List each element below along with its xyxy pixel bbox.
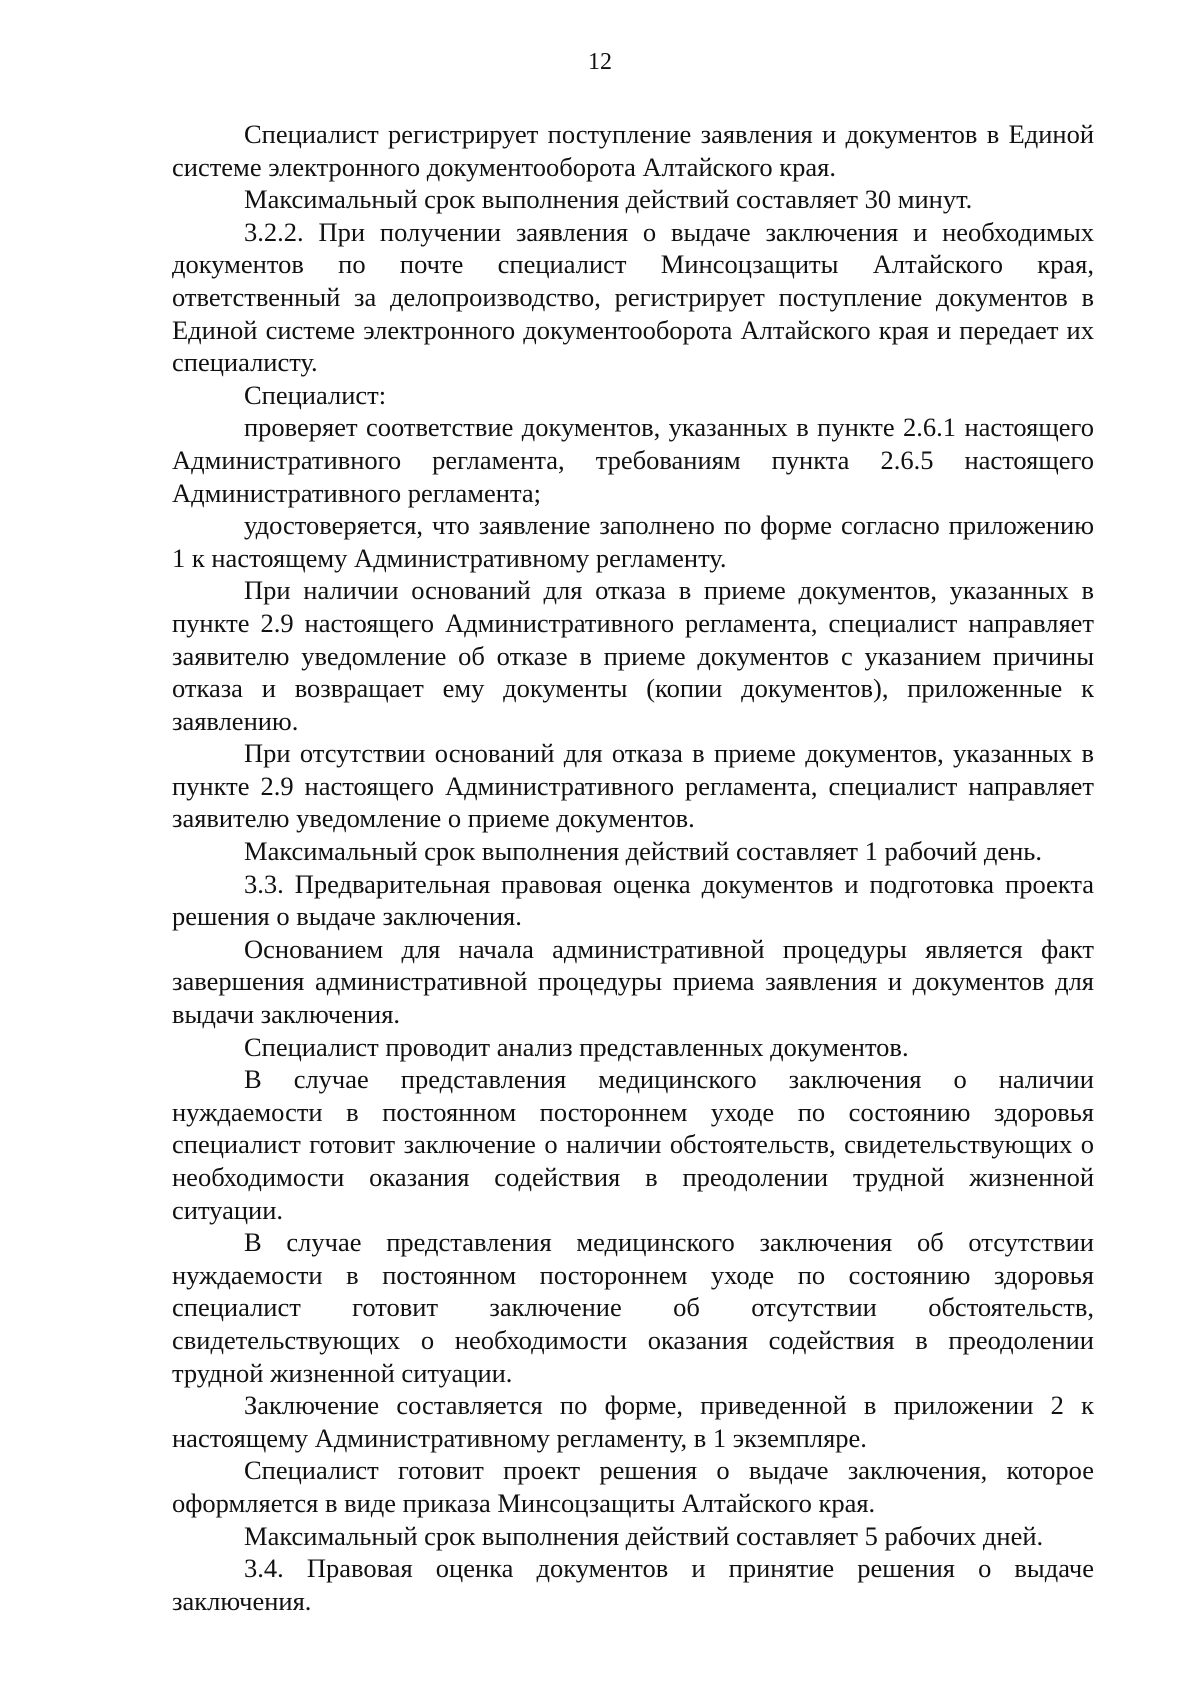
paragraph: 3.3. Предварительная правовая оценка документов и подготовка проекта решения о выдаче заключения. xyxy=(172,868,1094,932)
paragraph: Максимальный срок выполнения действий составляет 30 минут. xyxy=(244,184,973,215)
paragraph: Специалист регистрирует поступление заявления и документов в Единой системе электронного документооборота Алтайского края. xyxy=(172,119,1094,182)
document-body xyxy=(172,118,1094,1617)
paragraph: Специалист проводит анализ представленных документов. xyxy=(244,1031,909,1062)
page-number: 12 xyxy=(588,49,612,75)
paragraph: Специалист готовит проект решения о выдаче заключения, которое оформляется в виде приказа Минсоцзащиты Алтайского края. xyxy=(172,1455,1094,1518)
paragraph: Заключение составляется по форме, приведенной в приложении 2 к настоящему Административному регламенту, в 1 экземпляре. xyxy=(172,1390,1094,1453)
paragraph: Максимальный срок выполнения действий составляет 5 рабочих дней. xyxy=(244,1520,1044,1551)
paragraph: 3.2.2. При получении заявления о выдаче заключения и необходимых документов по почте специалист Минсоцзащиты Алтайского края, ответственный за делопроизводство, регистрирует поступление документов в Единой системе электронного документооборота Алтайского края и передает их специалисту. xyxy=(172,216,1094,378)
paragraph: проверяет соответствие документов, указанных в пункте 2.6.1 настоящего Административного регламента, требованиям пункта 2.6.5 настоящего Административного регламента; xyxy=(172,412,1094,508)
paragraph: В случае представления медицинского заключения о наличии нуждаемости в постоянном постороннем уходе по состоянию здоровья специалист готовит заключение о наличии обстоятельств, свидетельствующих о необходимости оказания содействия в преодолении трудной жизненной ситуации. xyxy=(172,1064,1094,1225)
paragraph: При наличии оснований для отказа в приеме документов, указанных в пункте 2.9 настоящего Административного регламента, специалист направляет заявителю уведомление об отказе в приеме документов с указанием причины отказа и возвращает ему документы (копии документов), приложенные к заявлению. xyxy=(172,575,1094,736)
paragraph: удостоверяется, что заявление заполнено по форме согласно приложению 1 к настоящему Административному регламенту. xyxy=(172,510,1094,573)
paragraph: Максимальный срок выполнения действий составляет 1 рабочий день. xyxy=(244,836,1042,867)
paragraph: При отсутствии оснований для отказа в приеме документов, указанных в пункте 2.9 настоящего Административного регламента, специалист направляет заявителю уведомление о приеме документов. xyxy=(172,738,1094,834)
paragraph: Основанием для начала административной процедуры является факт завершения административной процедуры приема заявления и документов для выдачи заключения. xyxy=(172,933,1094,1030)
paragraph: 3.4. Правовая оценка документов и принятие решения о выдаче заключения. xyxy=(172,1553,1094,1616)
paragraph: В случае представления медицинского заключения об отсутствии нуждаемости в постоянном постороннем уходе по состоянию здоровья специалист готовит заключение об отсутствии обстоятельств, свидетельствующих о необходимости оказания содействия в преодолении трудной жизненной ситуации. xyxy=(172,1227,1094,1388)
paragraph: Специалист: xyxy=(244,379,387,410)
